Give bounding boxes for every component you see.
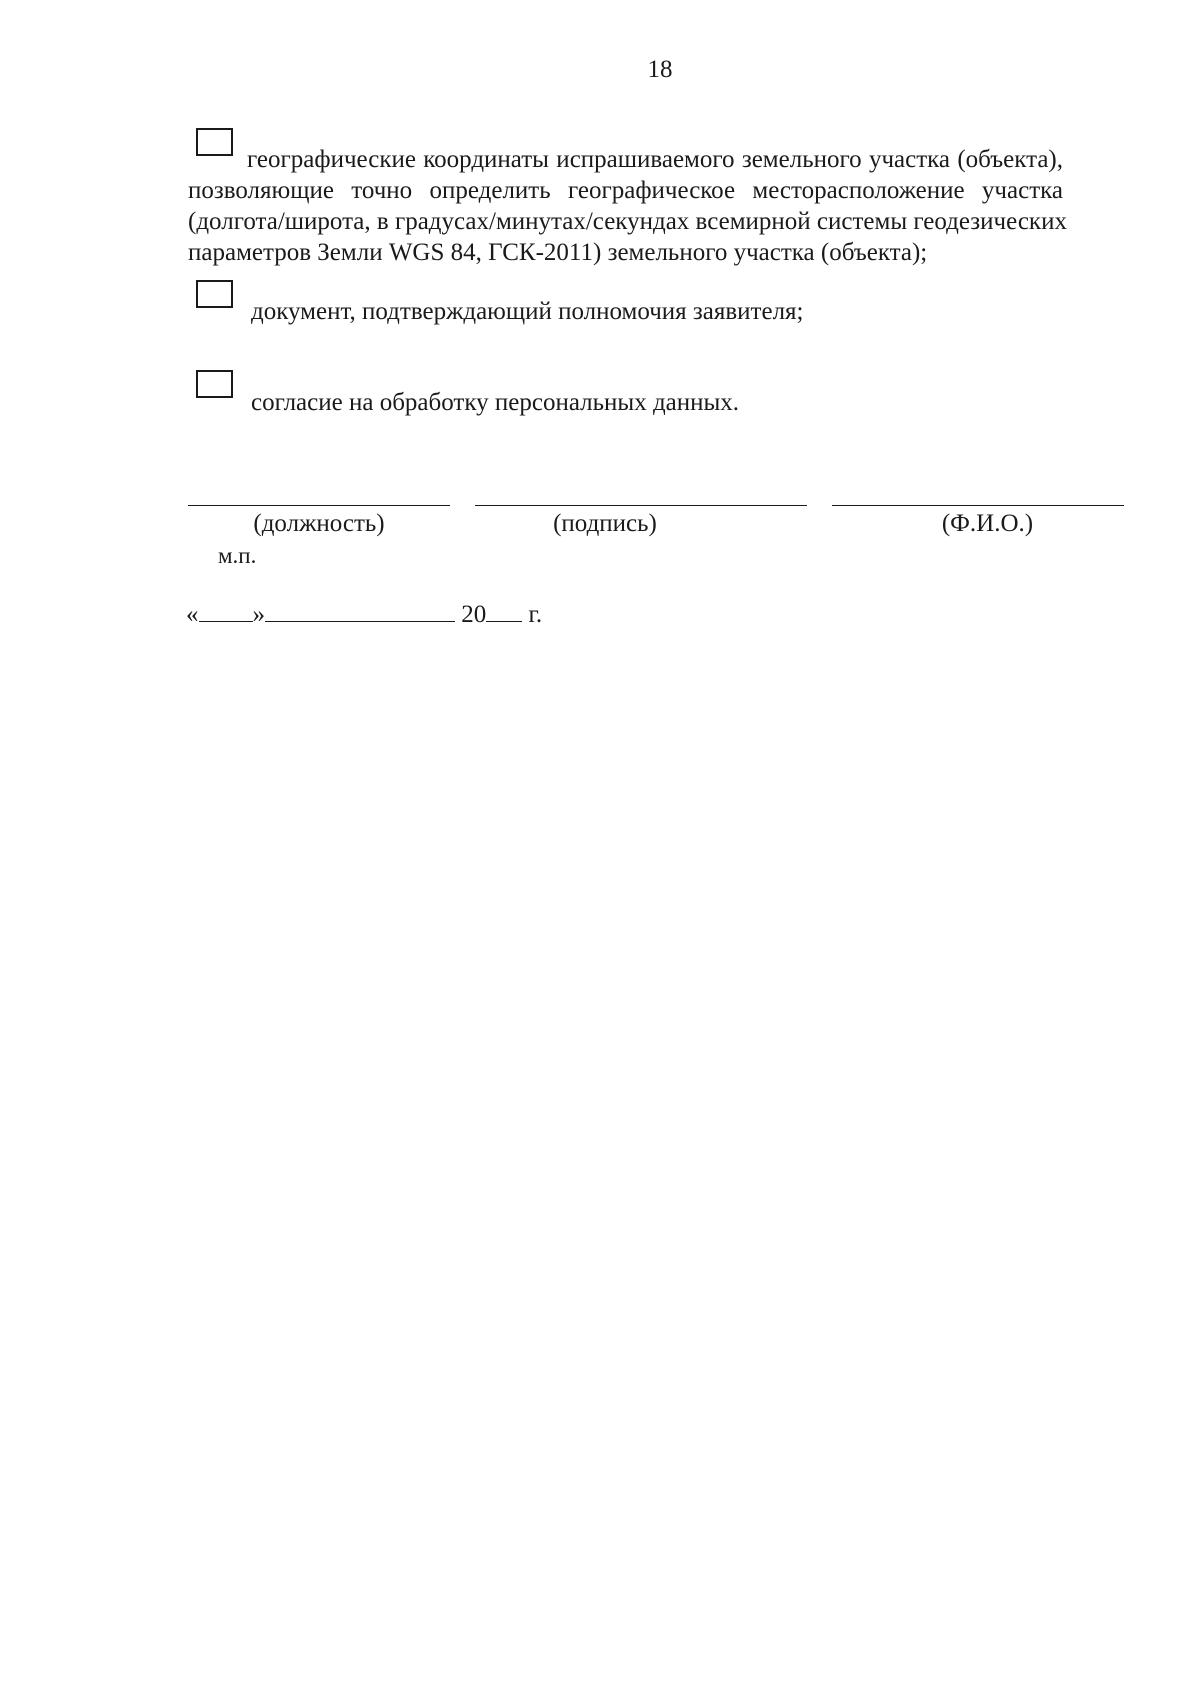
stamp-label: м.п. <box>218 543 257 568</box>
checkbox-personal-data-consent[interactable] <box>196 370 233 398</box>
checkbox-coordinates[interactable] <box>196 128 233 156</box>
signature-caption: (подпись) <box>553 510 657 537</box>
name-caption: (Ф.И.О.) <box>941 510 1034 537</box>
date-open-quote: « <box>186 601 199 628</box>
day-blank[interactable] <box>199 599 253 622</box>
signature-line <box>475 505 807 506</box>
position-signature-line <box>188 505 450 506</box>
item-coordinates-line-4: параметров Земли WGS 84, ГСК-2011) земельного участка (объекта); <box>188 239 928 266</box>
year-prefix: 20 <box>461 601 487 628</box>
item-personal-data-consent: согласие на обработку персональных данных. <box>251 389 740 416</box>
checkbox-authority-document[interactable] <box>196 280 233 308</box>
date-close-quote: » <box>252 601 265 628</box>
item-coordinates-line-3: (долгота/широта, в градусах/минутах/секундах всемирной системы геодезических <box>188 208 1067 235</box>
item-coordinates-line-1: географические координаты испрашиваемого земельного участка (объекта), <box>247 146 1063 173</box>
item-authority-document: документ, подтверждающий полномочия заявителя; <box>251 298 804 325</box>
page-number: 18 <box>647 56 673 83</box>
name-signature-line <box>832 505 1124 506</box>
year-blank[interactable] <box>486 599 522 622</box>
position-caption: (должность) <box>253 510 385 537</box>
item-coordinates-line-2: позволяющие точно определить географическое месторасположение участка <box>188 177 1063 204</box>
month-blank[interactable] <box>265 599 455 622</box>
year-suffix: г. <box>528 601 543 628</box>
date-row <box>186 599 542 629</box>
